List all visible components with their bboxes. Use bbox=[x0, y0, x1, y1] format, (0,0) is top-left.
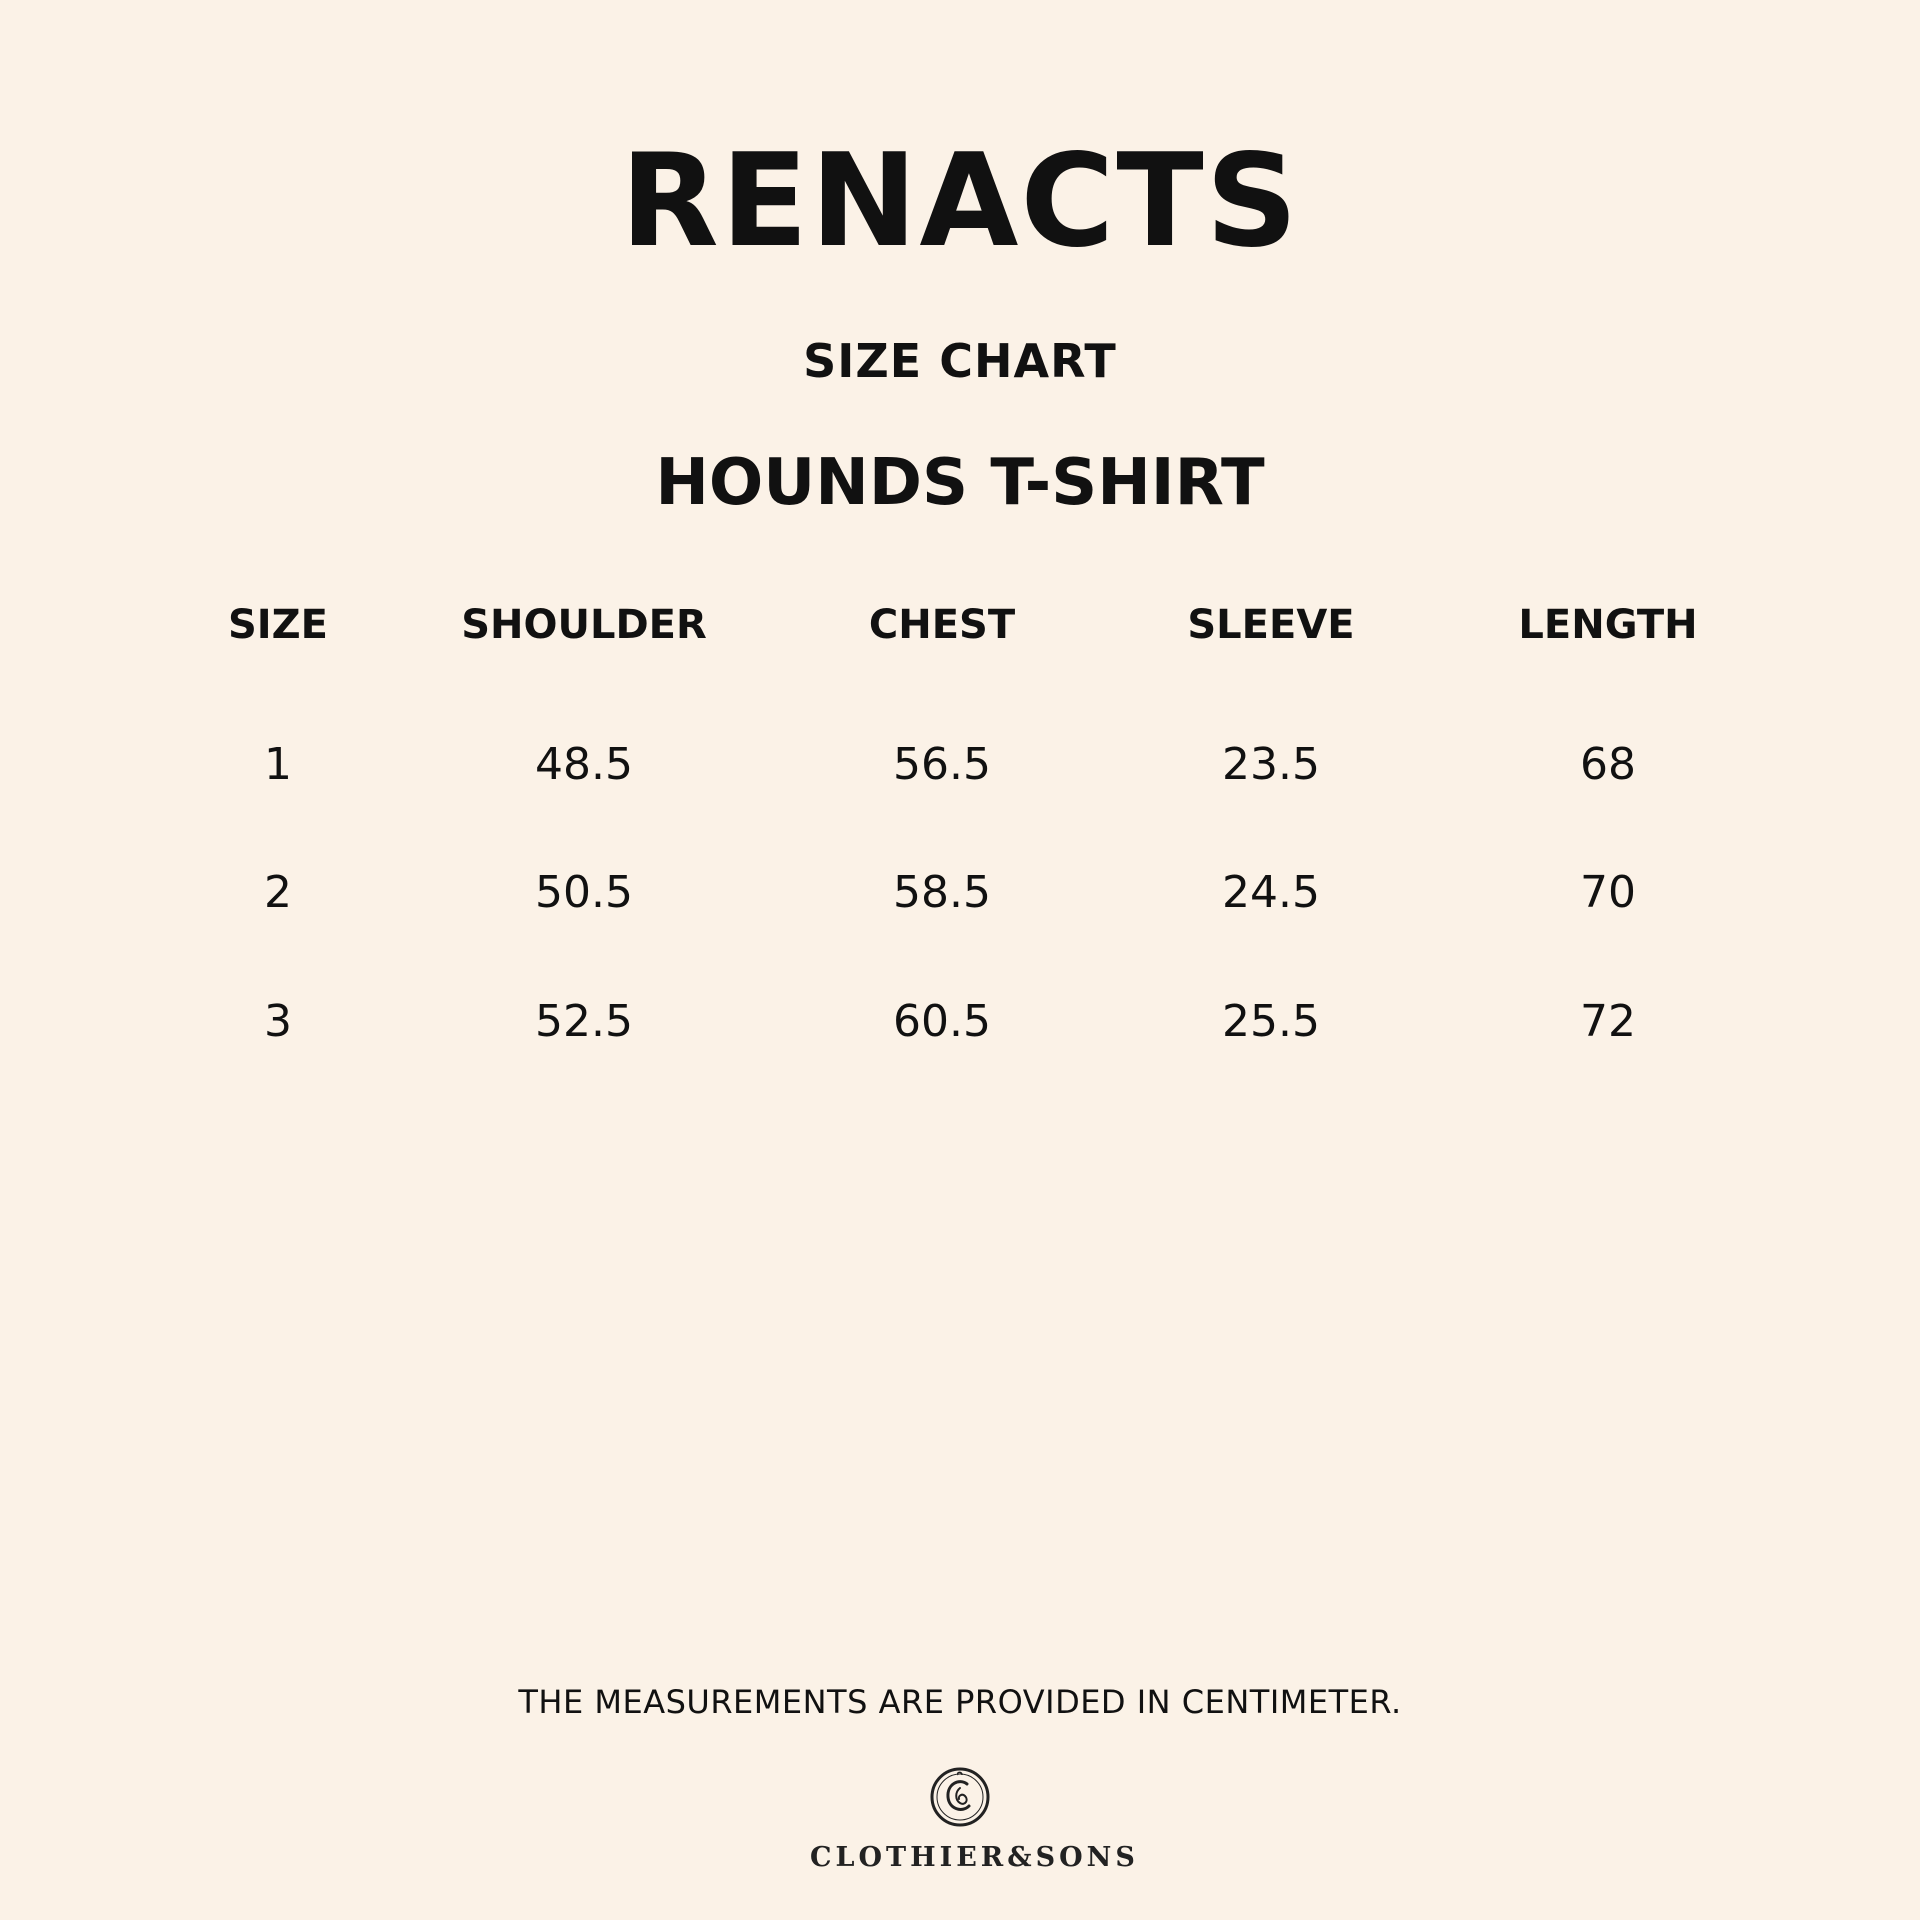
header-size: SIZE bbox=[227, 602, 329, 648]
product-title: HOUNDS T-SHIRT bbox=[655, 446, 1265, 520]
clothier-sons-wordmark: CLOTHIER&SONS bbox=[810, 1842, 1139, 1873]
cell-shoulder: 52.5 bbox=[535, 996, 633, 1047]
cell-sleeve: 24.5 bbox=[1222, 867, 1320, 918]
cell-size: 1 bbox=[264, 739, 292, 790]
cell-sleeve: 25.5 bbox=[1222, 996, 1320, 1047]
brand-title: RENACTS bbox=[620, 127, 1300, 276]
header-chest: CHEST bbox=[868, 602, 1016, 648]
cell-sleeve: 23.5 bbox=[1222, 739, 1320, 790]
clothier-sons-monogram-icon bbox=[929, 1766, 991, 1828]
header-sleeve: SLEEVE bbox=[1187, 602, 1355, 648]
cell-chest: 60.5 bbox=[893, 996, 991, 1047]
cell-length: 70 bbox=[1580, 867, 1636, 918]
cell-size: 2 bbox=[264, 867, 292, 918]
measurement-note: THE MEASUREMENTS ARE PROVIDED IN CENTIMETER. bbox=[518, 1683, 1402, 1721]
cell-shoulder: 50.5 bbox=[535, 867, 633, 918]
header-length: LENGTH bbox=[1518, 602, 1698, 648]
cell-chest: 56.5 bbox=[893, 739, 991, 790]
cell-length: 72 bbox=[1580, 996, 1636, 1047]
clothier-sons-logo bbox=[810, 1766, 1139, 1886]
cell-chest: 58.5 bbox=[893, 867, 991, 918]
header-shoulder: SHOULDER bbox=[461, 602, 707, 648]
size-chart-subtitle: SIZE CHART bbox=[803, 334, 1117, 388]
cell-length: 68 bbox=[1580, 739, 1636, 790]
cell-size: 3 bbox=[264, 996, 292, 1047]
cell-shoulder: 48.5 bbox=[535, 739, 633, 790]
